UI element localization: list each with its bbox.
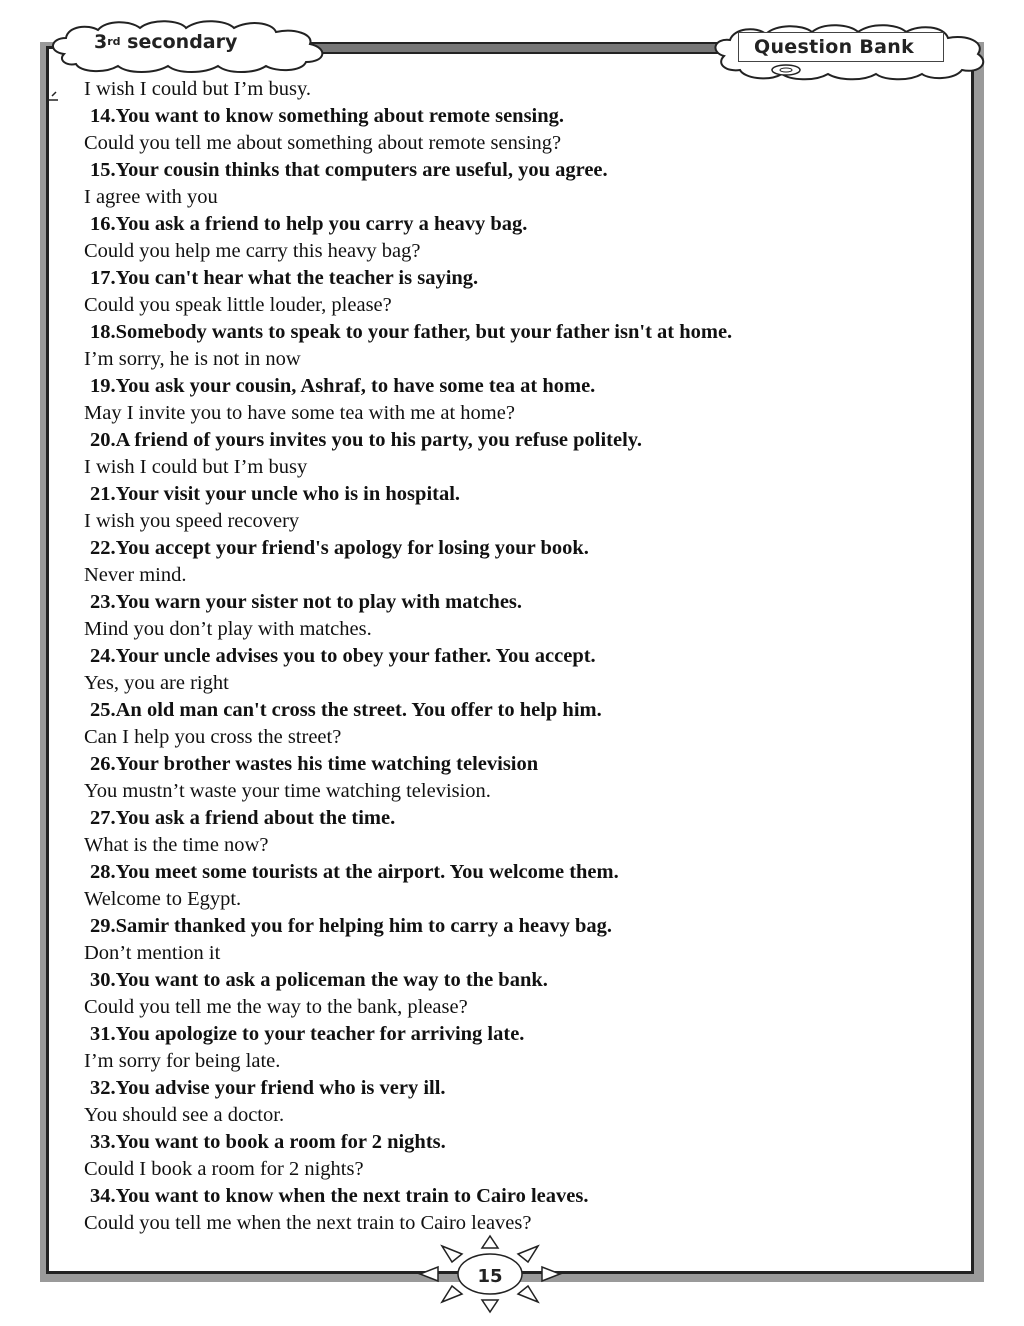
question-prompt: 22.You accept your friend's apology for losing your book. <box>90 537 589 559</box>
answer-line: I’m sorry, he is not in now <box>84 348 301 370</box>
answer-line: I wish I could but I’m busy <box>84 456 308 478</box>
answer-line: Never mind. <box>84 564 187 586</box>
answer-line: I wish I could but I’m busy. <box>84 78 311 100</box>
answer-line: Could you tell me the way to the bank, please? <box>84 996 468 1018</box>
answer-line: Don’t mention it <box>84 942 221 964</box>
answer-line: Yes, you are right <box>84 672 229 694</box>
question-prompt: 16.You ask a friend to help you carry a heavy bag. <box>90 213 528 235</box>
page-number: 15 <box>477 1266 503 1287</box>
question-prompt: 34.You want to know when the next train to Cairo leaves. <box>90 1185 589 1207</box>
question-prompt: 33.You want to book a room for 2 nights. <box>90 1131 446 1153</box>
question-prompt: 32.You advise your friend who is very ill. <box>90 1077 446 1099</box>
question-prompt: 28.You meet some tourists at the airport. You welcome them. <box>90 861 619 883</box>
question-prompt: 19.You ask your cousin, Ashraf, to have some tea at home. <box>90 375 596 397</box>
question-prompt: 20.A friend of yours invites you to his party, you refuse politely. <box>90 429 643 451</box>
question-list <box>84 76 964 1237</box>
question-prompt: 30.You want to ask a policeman the way to the bank. <box>90 969 548 991</box>
page-title: Question Bank <box>754 36 915 58</box>
margin-mark-icon <box>44 84 64 106</box>
answer-line: Could you tell me about something about remote sensing? <box>84 132 562 154</box>
title-badge <box>708 22 988 82</box>
question-prompt: 31.You apologize to your teacher for arriving late. <box>90 1023 525 1045</box>
answer-line: What is the time now? <box>84 834 269 856</box>
question-prompt: 26.Your brother wastes his time watching television <box>90 753 539 775</box>
level-label: 3rd secondary <box>94 31 238 53</box>
answer-line: Can I help you cross the street? <box>84 726 342 748</box>
answer-line: I’m sorry for being late. <box>84 1050 281 1072</box>
question-prompt: 29.Samir thanked you for helping him to carry a heavy bag. <box>90 915 613 937</box>
answer-line: Mind you don’t play with matches. <box>84 618 372 640</box>
answer-line: I agree with you <box>84 186 218 208</box>
answer-line: You mustn’t waste your time watching television. <box>84 780 491 802</box>
answer-line: Welcome to Egypt. <box>84 888 242 910</box>
answer-line: Could I book a room for 2 nights? <box>84 1158 364 1180</box>
answer-line: Could you tell me when the next train to Cairo leaves? <box>84 1212 532 1234</box>
question-prompt: 15.Your cousin thinks that computers are useful, you agree. <box>90 159 608 181</box>
answer-line: May I invite you to have some tea with me at home? <box>84 402 515 424</box>
question-prompt: 27.You ask a friend about the time. <box>90 807 396 829</box>
question-prompt: 23.You warn your sister not to play with matches. <box>90 591 523 613</box>
level-badge <box>44 18 334 74</box>
answer-line: Could you speak little louder, please? <box>84 294 392 316</box>
answer-line: You should see a doctor. <box>84 1104 285 1126</box>
question-prompt: 24.Your uncle advises you to obey your father. You accept. <box>90 645 596 667</box>
question-prompt: 21.Your visit your uncle who is in hospital. <box>90 483 461 505</box>
question-prompt: 18.Somebody wants to speak to your father, but your father isn't at home. <box>90 321 733 343</box>
question-prompt: 14.You want to know something about remote sensing. <box>90 105 565 127</box>
question-prompt: 25.An old man can't cross the street. You offer to help him. <box>90 699 602 721</box>
answer-line: Could you help me carry this heavy bag? <box>84 240 421 262</box>
answer-line: I wish you speed recovery <box>84 510 300 532</box>
question-prompt: 17.You can't hear what the teacher is saying. <box>90 267 479 289</box>
